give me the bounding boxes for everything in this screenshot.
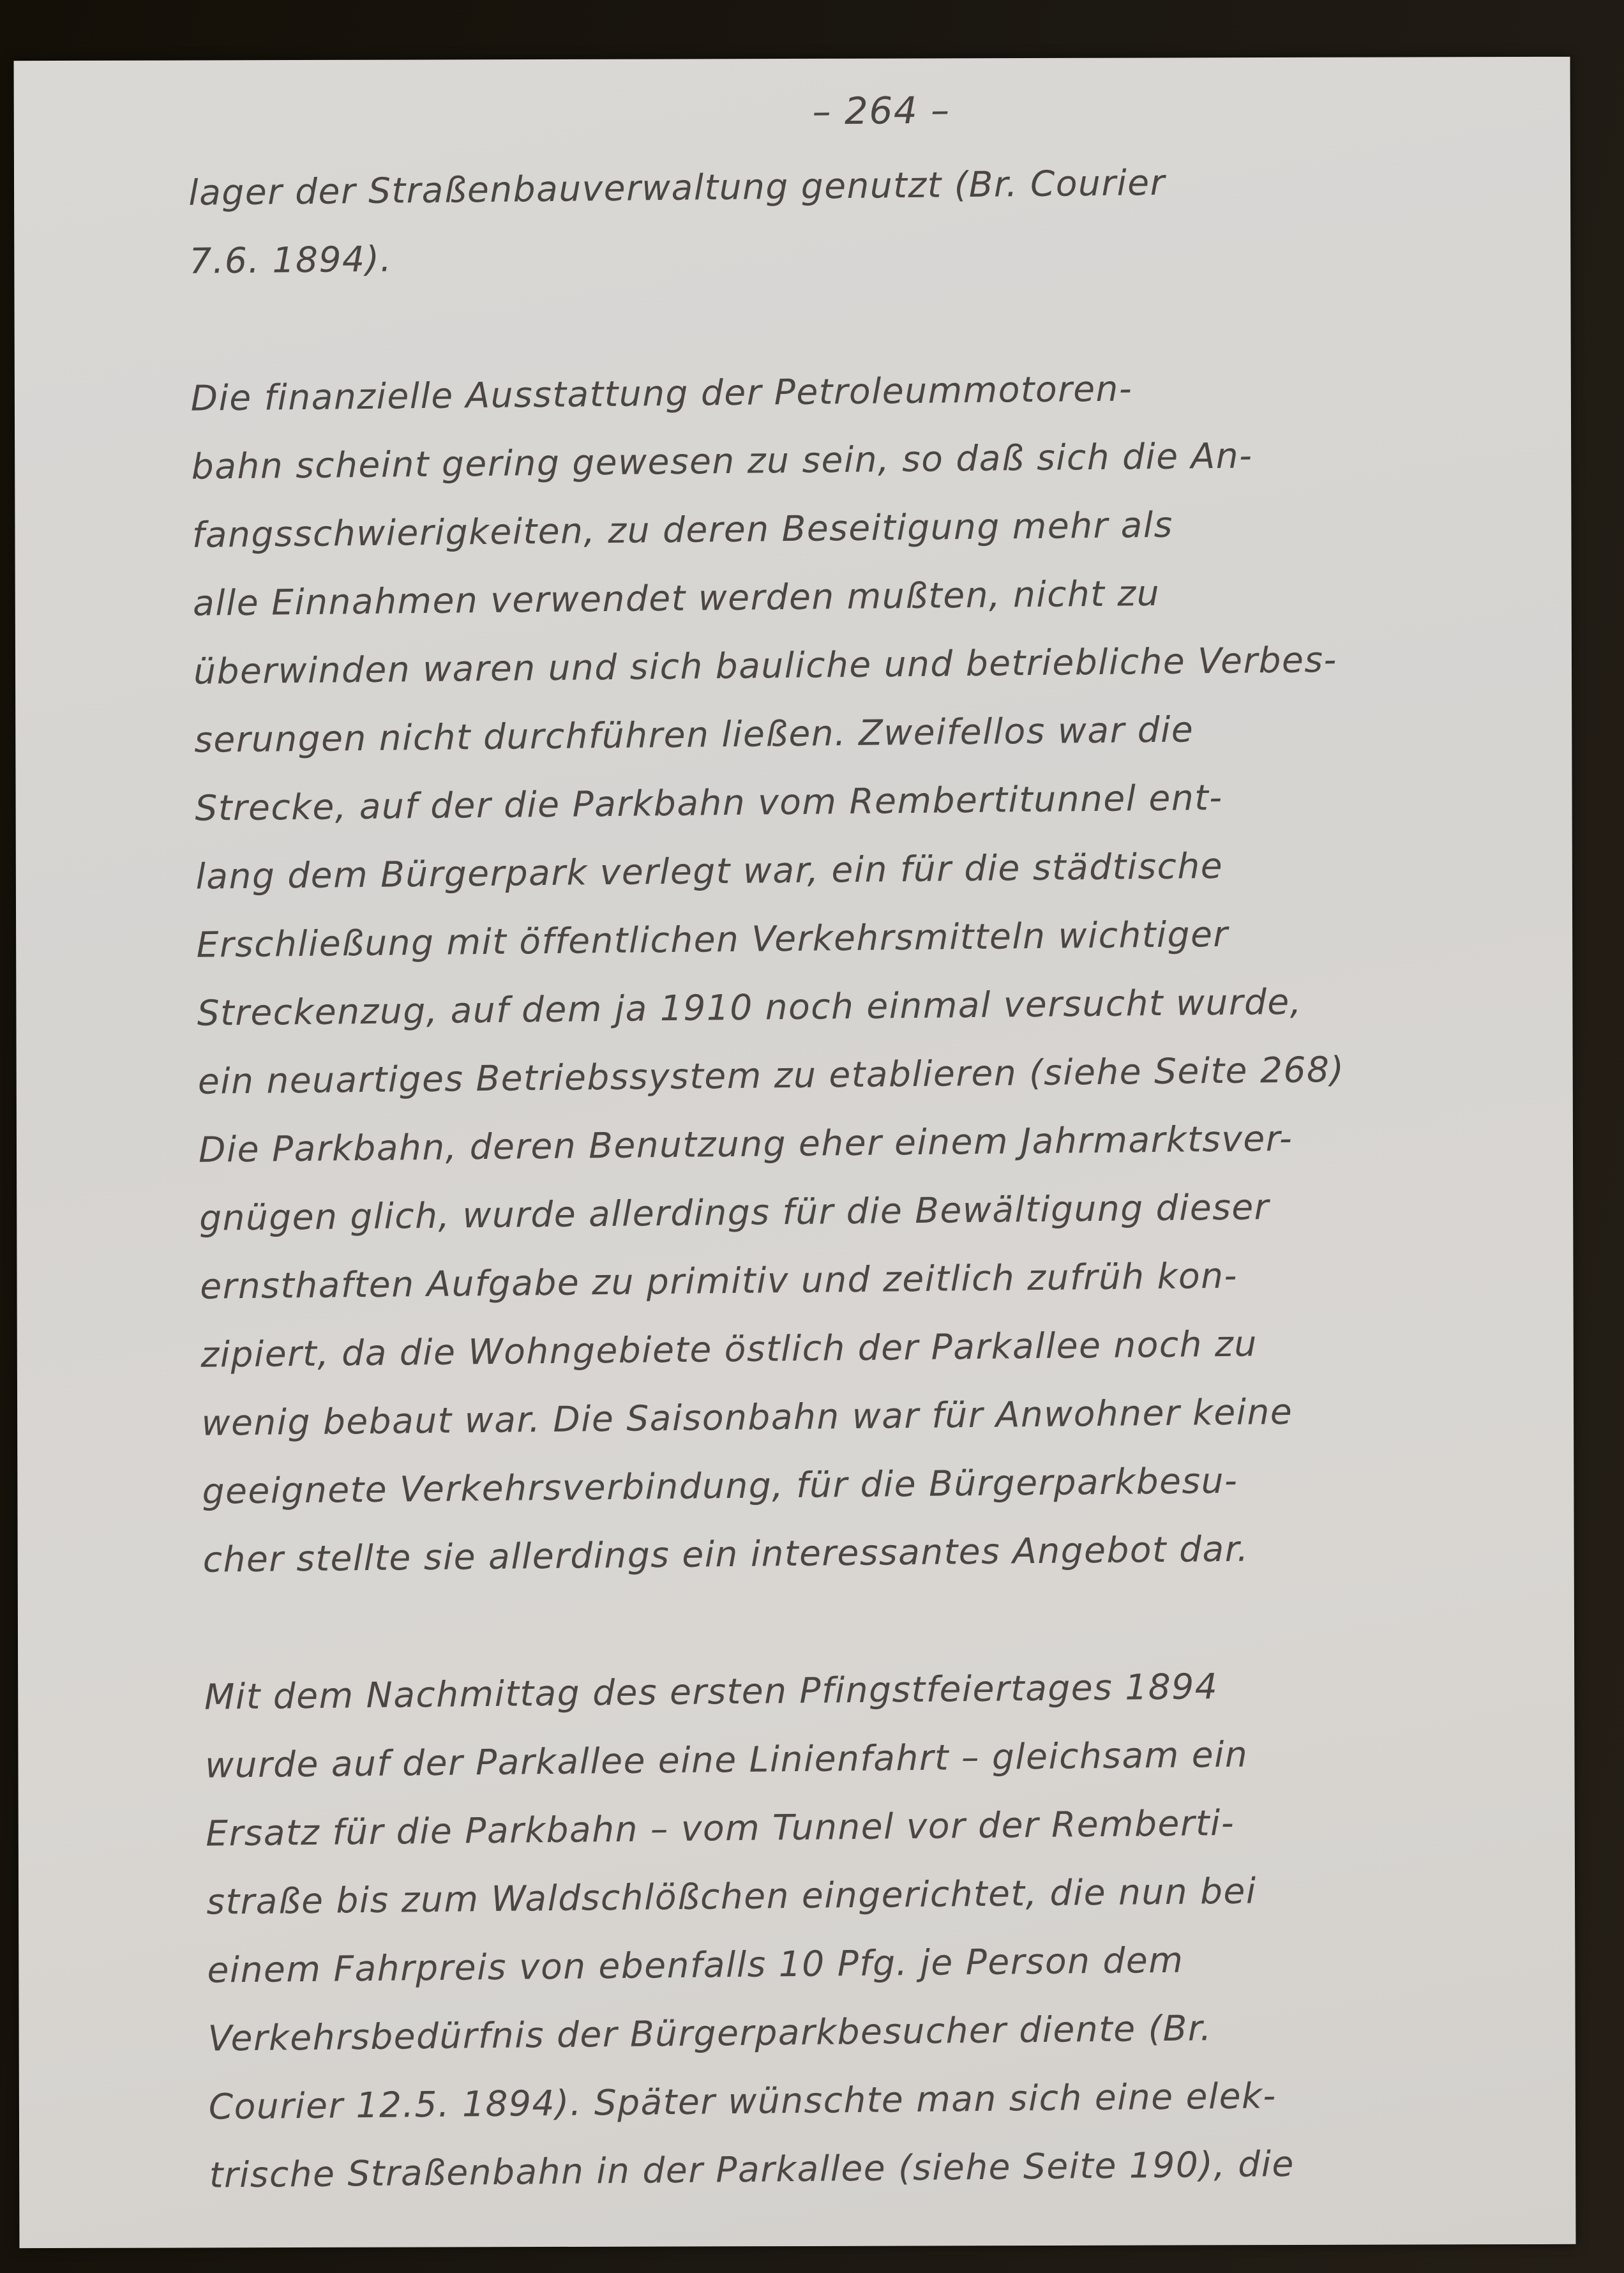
- paragraph: [204, 1649, 1558, 2210]
- handwriting-line: Courier 12.5. 1894). Später wünschte man sich eine elek-: [208, 2075, 1277, 2127]
- handwriting-line: lager der Straßenbauverwaltung genutzt (Br. Courier: [188, 162, 1166, 213]
- handwriting-line: straße bis zum Waldschlößchen eingerichtet, die nun bei: [206, 1870, 1257, 1922]
- handwriting-line: Die Parkbahn, deren Benutzung eher einem Jahrmarktsver-: [198, 1117, 1293, 1170]
- handwriting-line: 7.6. 1894).: [189, 238, 393, 282]
- handwriting-line: Strecke, auf der die Parkbahn vom Rembertitunnel ent-: [195, 776, 1223, 829]
- handwriting-line: wurde auf der Parkallee eine Linienfahrt – gleichsam ein: [204, 1733, 1249, 1786]
- manuscript-paper: [14, 57, 1576, 2248]
- handwriting-line: ernsthaften Aufgabe zu primitiv und zeitlich zufrüh kon-: [199, 1255, 1238, 1307]
- handwriting-line: überwinden waren und sich bauliche und betriebliche Verbes-: [193, 639, 1338, 692]
- handwriting-line: alle Einnahmen verwendet werden mußten, nicht zu: [192, 572, 1161, 624]
- handwriting-line: serungen nicht durchführen ließen. Zweifellos war die: [193, 709, 1194, 760]
- handwriting-line: einem Fahrpreis von ebenfalls 10 Pfg. je Person dem: [207, 1939, 1184, 1991]
- handwriting-line: gnügen glich, wurde allerdings für die Bewältigung dieser: [199, 1186, 1270, 1239]
- handwriting-line: Ersatz für die Parkbahn – vom Tunnel vor der Remberti-: [205, 1802, 1235, 1854]
- handwriting-line: Erschließung mit öffentlichen Verkehrsmitteln wichtiger: [196, 913, 1229, 965]
- page-number: – 264 –: [812, 88, 951, 133]
- paragraph: [190, 351, 1552, 1594]
- paragraph: [188, 145, 1538, 296]
- handwriting-line: Streckenzug, auf dem ja 1910 noch einmal versucht wurde,: [197, 981, 1302, 1034]
- handwriting-line: Mit dem Nachmittag des ersten Pfingstfeiertages 1894: [204, 1666, 1219, 1718]
- handwriting-line: ein neuartiges Betriebssystem zu etablieren (siehe Seite 268): [197, 1048, 1345, 1102]
- handwriting-line: lang dem Bürgerpark verlegt war, ein für die städtische: [195, 845, 1224, 897]
- handwriting-line: trische Straßenbahn in der Parkallee (siehe Seite 190), die: [209, 2143, 1295, 2196]
- handwriting-line: Verkehrsbedürfnis der Bürgerparkbesucher diente (Br.: [207, 2007, 1213, 2059]
- handwriting-line: wenig bebaut war. Die Saisonbahn war für Anwohner keine: [201, 1391, 1293, 1444]
- handwriting-line: bahn scheint gering gewesen zu sein, so daß sich die An-: [191, 435, 1253, 487]
- handwriting-line: fangsschwierigkeiten, zu deren Beseitigung mehr als: [192, 504, 1174, 555]
- handwriting-line: zipiert, da die Wohngebiete östlich der Parkallee noch zu: [200, 1323, 1258, 1375]
- handwriting-line: geeignete Verkehrsverbindung, für die Bürgerparkbesu-: [202, 1460, 1238, 1512]
- handwriting-line: cher stellte sie allerdings ein interessantes Angebot dar.: [202, 1528, 1250, 1580]
- handwritten-content: [188, 70, 1559, 2210]
- handwriting-line: Die finanzielle Ausstattung der Petroleummotoren-: [190, 368, 1133, 419]
